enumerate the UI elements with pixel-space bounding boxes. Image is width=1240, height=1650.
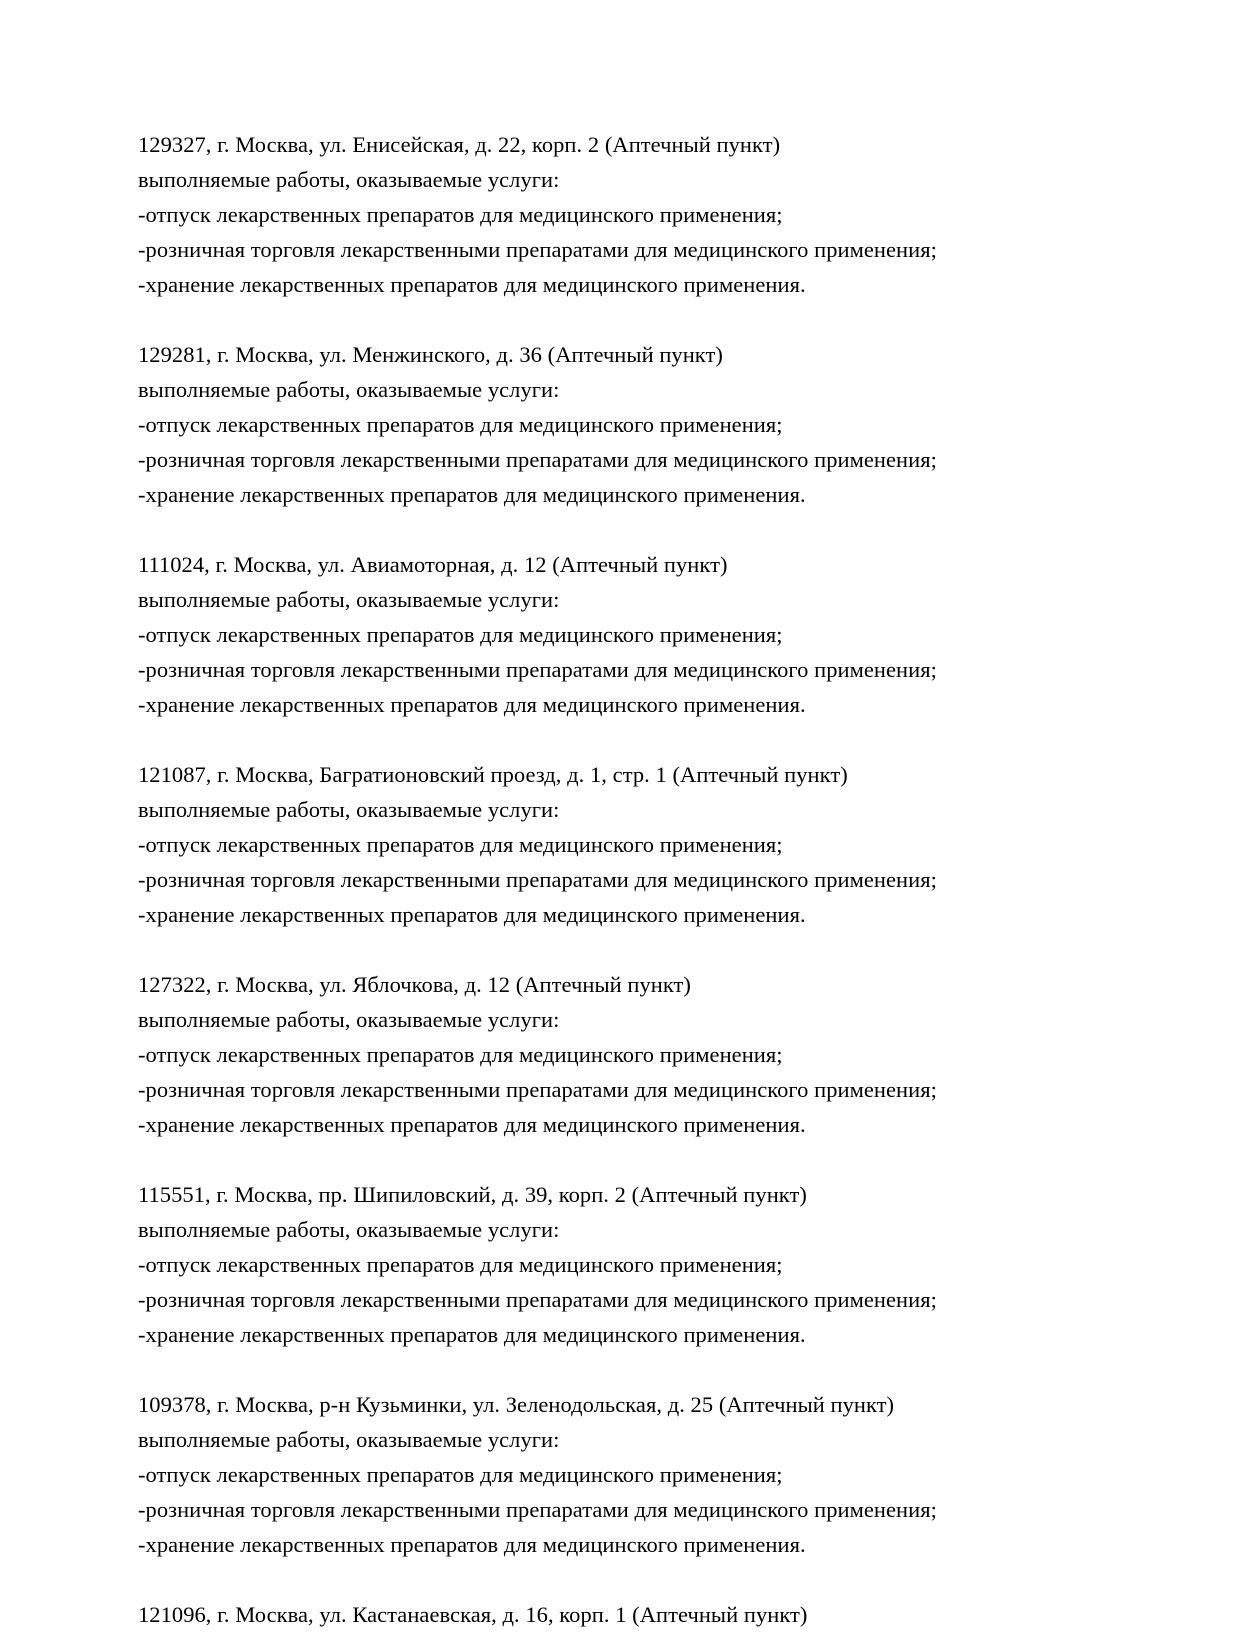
services-heading: выполняемые работы, оказываемые услуги: [138,1217,560,1242]
service-line-storage: -хранение лекарственных препаратов для медицинского применения. [138,272,806,297]
service-line-storage: -хранение лекарственных препаратов для медицинского применения. [138,1322,806,1347]
pharmacy-entry [138,1597,1120,1632]
pharmacy-entry [138,967,1120,1142]
pharmacy-entry [138,127,1120,302]
services-heading: выполняемые работы, оказываемые услуги: [138,797,560,822]
services-heading: выполняемые работы, оказываемые услуги: [138,1007,560,1032]
service-line-retail: -розничная торговля лекарственными препаратами для медицинского применения; [138,1077,937,1102]
service-line-storage: -хранение лекарственных препаратов для медицинского применения. [138,1532,806,1557]
service-line-dispensing: -отпуск лекарственных препаратов для медицинского применения; [138,412,783,437]
pharmacy-entry [138,1387,1120,1562]
service-line-retail: -розничная торговля лекарственными препаратами для медицинского применения; [138,867,937,892]
pharmacy-address: 121096, г. Москва, ул. Кастанаевская, д. 16, корп. 1 (Аптечный пункт) [138,1602,808,1627]
service-line-dispensing: -отпуск лекарственных препаратов для медицинского применения; [138,832,783,857]
pharmacy-address: 115551, г. Москва, пр. Шипиловский, д. 39, корп. 2 (Аптечный пункт) [138,1182,807,1207]
service-line-dispensing: -отпуск лекарственных препаратов для медицинского применения; [138,202,783,227]
pharmacy-address: 121087, г. Москва, Багратионовский проезд, д. 1, стр. 1 (Аптечный пункт) [138,762,848,787]
pharmacy-entry [138,757,1120,932]
service-line-dispensing: -отпуск лекарственных препаратов для медицинского применения; [138,622,783,647]
pharmacy-address: 129327, г. Москва, ул. Енисейская, д. 22, корп. 2 (Аптечный пункт) [138,132,781,157]
service-line-retail: -розничная торговля лекарственными препаратами для медицинского применения; [138,657,937,682]
service-line-retail: -розничная торговля лекарственными препаратами для медицинского применения; [138,1497,937,1522]
pharmacy-entry [138,337,1120,512]
services-heading: выполняемые работы, оказываемые услуги: [138,587,560,612]
service-line-retail: -розничная торговля лекарственными препаратами для медицинского применения; [138,447,937,472]
service-line-storage: -хранение лекарственных препаратов для медицинского применения. [138,692,806,717]
pharmacy-entries-list [138,127,1120,1632]
pharmacy-address: 129281, г. Москва, ул. Менжинского, д. 36 (Аптечный пункт) [138,342,723,367]
service-line-dispensing: -отпуск лекарственных препаратов для медицинского применения; [138,1252,783,1277]
service-line-storage: -хранение лекарственных препаратов для медицинского применения. [138,482,806,507]
pharmacy-entry [138,1177,1120,1352]
services-heading: выполняемые работы, оказываемые услуги: [138,377,560,402]
service-line-storage: -хранение лекарственных препаратов для медицинского применения. [138,902,806,927]
pharmacy-address: 127322, г. Москва, ул. Яблочкова, д. 12 (Аптечный пункт) [138,972,691,997]
service-line-dispensing: -отпуск лекарственных препаратов для медицинского применения; [138,1462,783,1487]
services-heading: выполняемые работы, оказываемые услуги: [138,1427,560,1452]
service-line-dispensing: -отпуск лекарственных препаратов для медицинского применения; [138,1042,783,1067]
service-line-retail: -розничная торговля лекарственными препаратами для медицинского применения; [138,1287,937,1312]
pharmacy-address: 109378, г. Москва, р-н Кузьминки, ул. Зеленодольская, д. 25 (Аптечный пункт) [138,1392,895,1417]
services-heading: выполняемые работы, оказываемые услуги: [138,167,560,192]
service-line-storage: -хранение лекарственных препаратов для медицинского применения. [138,1112,806,1137]
pharmacy-entry [138,547,1120,722]
service-line-retail: -розничная торговля лекарственными препаратами для медицинского применения; [138,237,937,262]
pharmacy-address: 111024, г. Москва, ул. Авиамоторная, д. 12 (Аптечный пункт) [138,552,728,577]
